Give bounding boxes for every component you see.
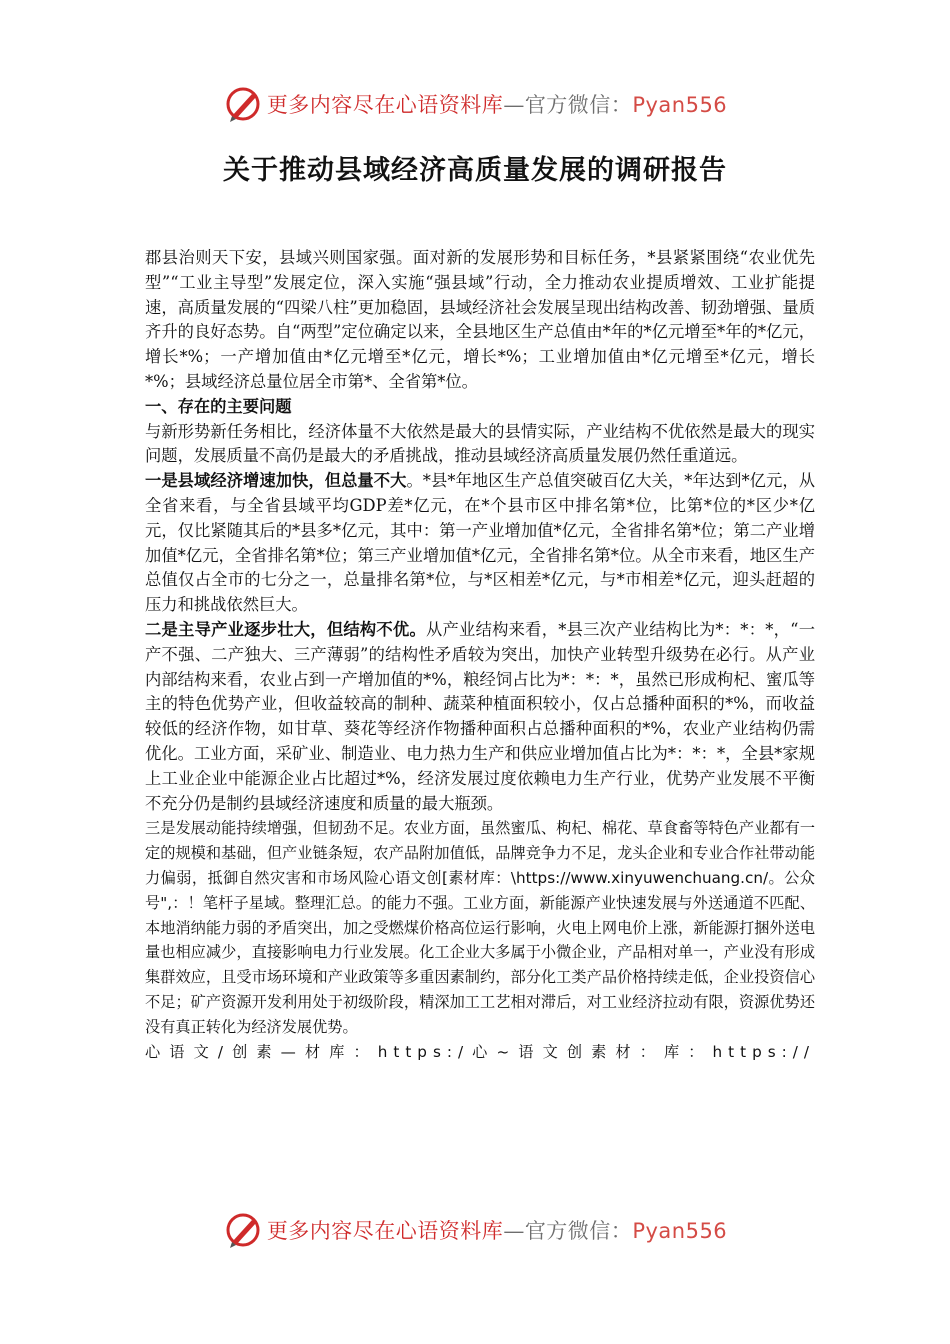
- banner-text: 更多内容尽在心语资料库—官方微信：Pyan556: [266, 1219, 728, 1243]
- intro-paragraph: 郡县治则天下安，县域兴则国家强。面对新的发展形势和目标任务，*县紧紧围绕“农业优先型”“工业主导型”发展定位，深入实施“强县域”行动，全力推动农业提质增效、工业扩能提速，高质量发展的“四梁八柱”更加稳固，县域经济社会发展呈现出结构改善、韧劲增强、量质齐升的良好态势。自“两型”定位确定以来，全县地区生产总值由*年的*亿元增至*年的*亿元，增长*%；一产增加值由*亿元增至*亿元，增长*%；工业增加值由*亿元增至*亿元，增长*%；县域经济总量位居全市第*、全省第*位。: [145, 248, 815, 391]
- point-three-paragraph: 三是发展动能持续增强，但韧劲不足。农业方面，虽然蜜瓜、枸杞、棉花、草食畜等特色产业都有一定的规模和基础，但产业链条短，农产品附加值低，品牌竞争力不足，龙头企业和专业合作社带动能力偏弱，抵御自然灾害和市场风险心语文创[素材库：\https://www.xinyuwenchuang.cn/。公众号",：！笔杆子星域。整理汇总。的能力不强。工业方面，新能源产业快速发展与外送通道不匹配、本地消纳能力弱的矛盾突出，加之受燃煤价格高位运行影响，火电上网电价上涨，新能源打捆外送电量也相应减少，直接影响电力行业发展。化工企业大多属于小微企业，产品相对单一，产业没有形成集群效应，且受市场环境和产业政策等多重因素制约，部分化工类产品价格持续走低，企业投资信心不足；矿产资源开发利用处于初级阶段，精深加工工艺相对滞后，对工业经济拉动有限，资源优势还没有真正转化为经济发展优势。: [145, 819, 815, 1036]
- section-heading: 一、存在的主要问题: [145, 396, 292, 416]
- banner-text: 更多内容尽在心语资料库—官方微信：Pyan556: [266, 93, 728, 117]
- point-two-paragraph: [145, 618, 815, 816]
- trailing-watermark-line: 心语文/创素—材库：https:/心~语文创素材：库：https://: [145, 1042, 815, 1061]
- point-two-lead: 二是主导产业逐步壮大，但结构不优。: [145, 619, 426, 639]
- document-title: 关于推动县域经济高质量发展的调研报告: [223, 155, 727, 186]
- point-one-lead: 一是县域经济增速加快，但总量不大: [145, 471, 407, 491]
- footer-watermark-banner: [0, 1208, 950, 1252]
- pen-logo-icon: [223, 84, 263, 124]
- header-watermark-banner: [0, 82, 950, 126]
- section-intro-paragraph: 与新形势新任务相比，经济体量不大依然是最大的县情实际，产业结构不优依然是最大的现实问题，发展质量不高仍是最大的矛盾挑战，推动县域经济高质量发展仍然任重道远。: [145, 421, 815, 466]
- point-one-paragraph: [145, 469, 815, 618]
- point-two-body: 从产业结构来看，*县三次产业结构比为*：*：*，“一产不强、二产独大、三产薄弱”的结构性矛盾较为突出，加快产业转型升级势在必行。从产业内部结构来看，农业占到一产增加值的*%，粮经饲占比为*：*：*，虽然已形成枸杞、蜜瓜等主的特色优势产业，但收益较高的制种、蔬菜种植面积较小，仅占总播种面积的*%，而收益较低的经济作物，如甘草、葵花等经济作物播种面积占总播种面积的*%，农业产业结构仍需优化。工业方面，采矿业、制造业、电力热力生产和供应业增加值占比为*：*：*，全县*家规上工业企业中能源企业占比超过*%，经济发展过度依赖电力生产行业，优势产业发展不平衡不充分仍是制约县域经济速度和质量的最大瓶颈。: [145, 619, 815, 813]
- pen-logo-icon: [223, 1210, 263, 1250]
- document-body: [145, 246, 815, 1064]
- point-one-body: 。*县*年地区生产总值突破百亿大关，*年达到*亿元，从全省来看，与全省县域平均GDP差*亿元，在*个县市区中排名第*位，比第*位的*区少*亿元，仅比紧随其后的*县多*亿元，其中：第一产业增加值*亿元，全省排名第*位；第二产业增加值*亿元，全省排名第*位；第三产业增加值*亿元，全省排名第*位。从全市来看，地区生产总值仅占全市的七分之一，总量排名第*位，与*区相差*亿元，与*市相差*亿元，迎头赶超的压力和挑战依然巨大。: [145, 471, 815, 615]
